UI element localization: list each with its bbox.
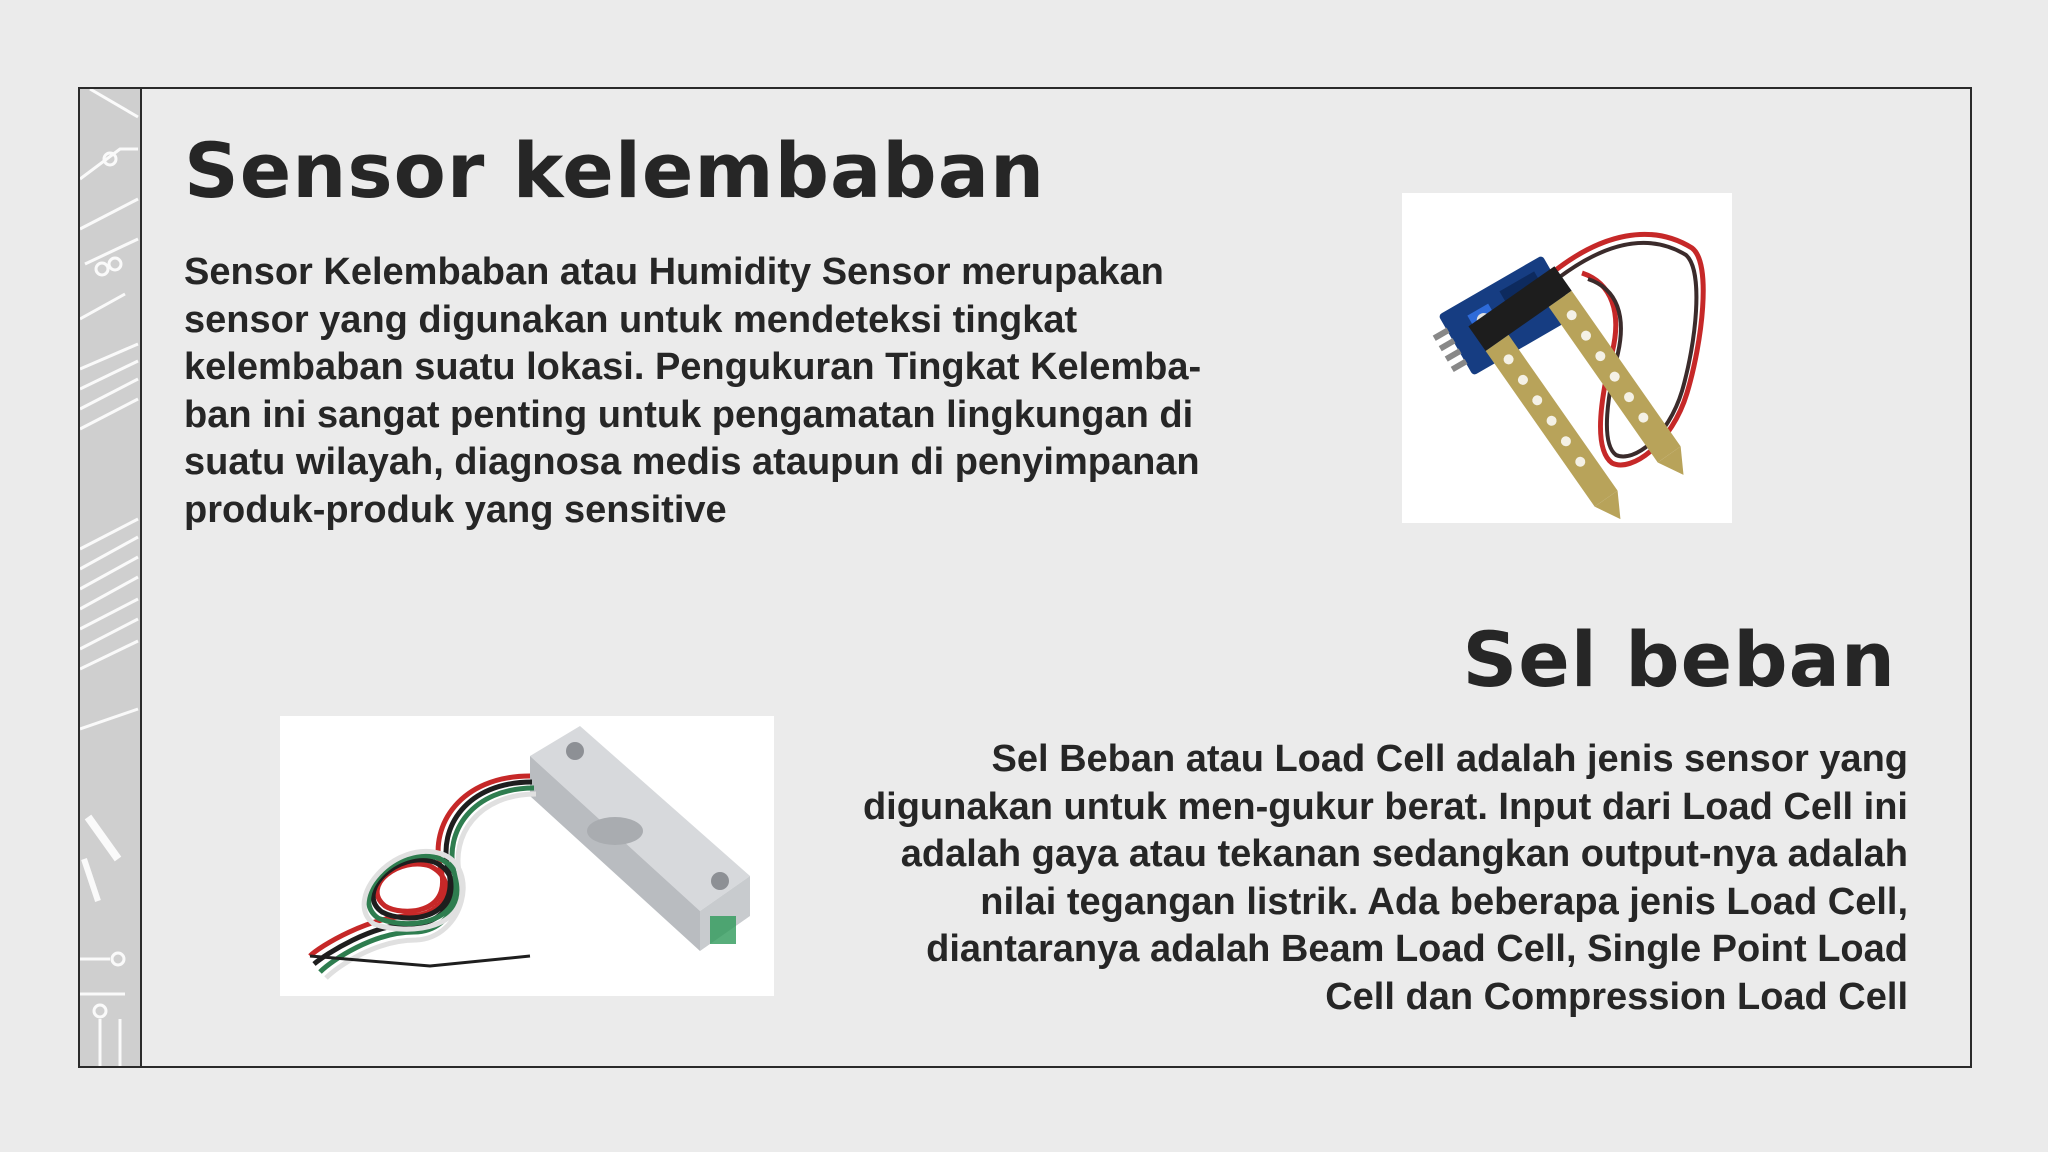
humidity-sensor-description: Sensor Kelembaban atau Humidity Sensor merupakan sensor yang digunakan untuk mendeteksi tingkat kelembaban suatu lokasi. Pengukuran Tingkat Kelemba-ban ini sangat penting untuk pengamatan lingkungan di suatu wilayah, diagnosa medis ataupun di penyimpanan produk-produk yang sensitive <box>184 251 1202 531</box>
load-cell-photo <box>280 716 774 996</box>
soil-moisture-sensor-icon <box>1402 193 1732 523</box>
slide-frame <box>78 87 1972 1068</box>
circuit-decoration-strip <box>80 89 142 1066</box>
circuit-pattern-icon <box>80 89 140 1066</box>
load-cell-description: Sel Beban atau Load Cell adalah jenis sensor yang digunakan untuk men-gukur berat. Input dari Load Cell ini adalah gaya atau tekanan sedangkan output-nya adalah nilai tegangan listrik. Ada beberapa jenis Load Cell, diantaranya adalah Beam Load Cell, Single Point Load Cell dan Compression Load Cell <box>862 738 1908 1018</box>
load-cell-icon <box>280 716 774 996</box>
soil-moisture-sensor-photo <box>1402 193 1732 523</box>
load-cell-title: Sel beban <box>1462 615 1896 704</box>
humidity-sensor-title: Sensor kelembaban <box>184 126 1046 215</box>
